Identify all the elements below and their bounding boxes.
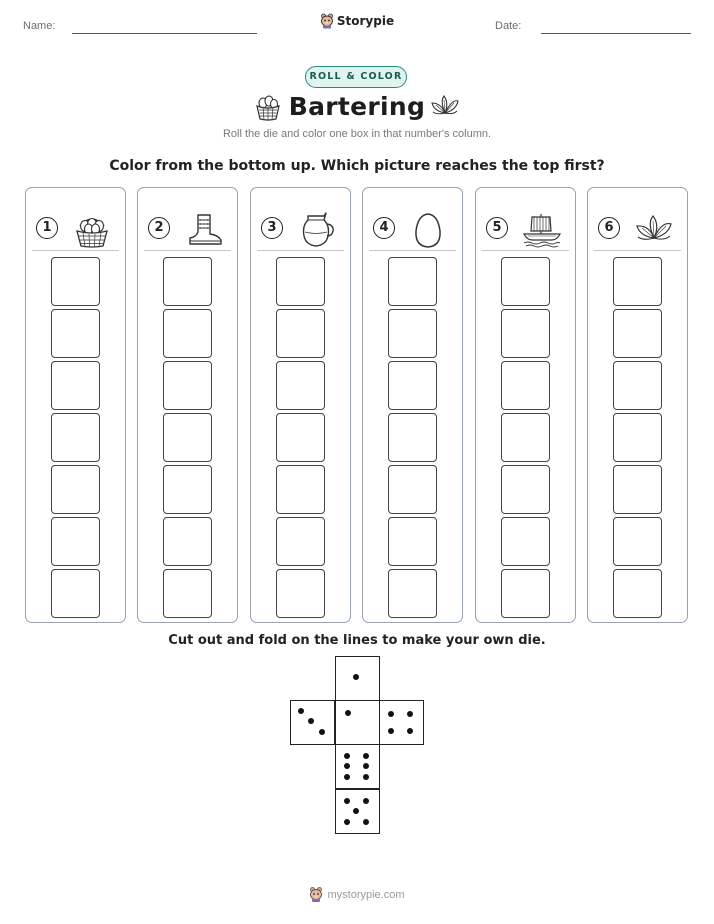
color-box[interactable] [388, 361, 437, 410]
column-divider [369, 250, 456, 251]
die-pip [353, 674, 359, 680]
column-number: 3 [261, 217, 283, 239]
die-pip [344, 798, 350, 804]
brand-logo [0, 13, 714, 33]
cut-instruction: Cut out and fold on the lines to make your own die. [168, 633, 546, 648]
color-box[interactable] [276, 465, 325, 514]
name-label: Name: [23, 20, 56, 32]
die-pip [388, 711, 394, 717]
page-title: Bartering [288, 92, 426, 121]
color-box[interactable] [388, 309, 437, 358]
column-header [251, 198, 350, 244]
color-box[interactable] [388, 413, 437, 462]
die-pip [344, 819, 350, 825]
color-box[interactable] [51, 465, 100, 514]
column-number: 2 [148, 217, 170, 239]
die-pip [388, 728, 394, 734]
color-box[interactable] [388, 517, 437, 566]
color-box[interactable] [501, 309, 550, 358]
die-pip [363, 798, 369, 804]
die-pip [407, 711, 413, 717]
die-pip [363, 753, 369, 759]
color-box[interactable] [163, 361, 212, 410]
color-box[interactable] [276, 361, 325, 410]
column-5 [475, 187, 576, 623]
name-line[interactable] [72, 33, 257, 34]
date-label: Date: [495, 20, 522, 32]
column-divider [594, 250, 681, 251]
color-box[interactable] [276, 517, 325, 566]
die-pip [363, 763, 369, 769]
die-face-4 [379, 700, 424, 745]
die-pip [344, 753, 350, 759]
brand-name: Storypie [336, 14, 395, 28]
leaves-icon [634, 212, 674, 248]
die-face-1-center [335, 700, 380, 745]
color-box[interactable] [276, 569, 325, 618]
color-box[interactable] [613, 517, 662, 566]
column-2 [137, 187, 238, 623]
column-6 [587, 187, 688, 623]
color-box[interactable] [388, 465, 437, 514]
column-4 [362, 187, 463, 623]
color-box[interactable] [163, 413, 212, 462]
color-box[interactable] [613, 569, 662, 618]
color-box[interactable] [51, 517, 100, 566]
date-line[interactable] [541, 33, 691, 34]
color-box[interactable] [388, 569, 437, 618]
color-box[interactable] [276, 309, 325, 358]
column-1 [25, 187, 126, 623]
column-divider [32, 250, 119, 251]
column-header [588, 198, 687, 244]
color-box[interactable] [163, 257, 212, 306]
column-number: 4 [373, 217, 395, 239]
color-box[interactable] [163, 569, 212, 618]
die-face-1-top [335, 656, 380, 701]
column-3 [250, 187, 351, 623]
die-pip [345, 710, 351, 716]
die-face-3 [290, 700, 335, 745]
column-divider [257, 250, 344, 251]
die-pip [353, 808, 359, 814]
die-face-6 [335, 744, 380, 789]
activity-badge: ROLL & COLOR [305, 66, 407, 88]
color-box[interactable] [276, 413, 325, 462]
footer-url[interactable]: mystorypie.com [327, 888, 405, 901]
footer [0, 886, 714, 907]
column-header [363, 198, 462, 244]
title-row [0, 92, 714, 124]
color-box[interactable] [163, 517, 212, 566]
color-box[interactable] [613, 413, 662, 462]
egg-icon [409, 212, 449, 248]
die-pip [407, 728, 413, 734]
color-box[interactable] [501, 257, 550, 306]
color-box[interactable] [51, 413, 100, 462]
color-box[interactable] [51, 257, 100, 306]
column-number: 6 [598, 217, 620, 239]
die-pip [344, 763, 350, 769]
die-pip [363, 774, 369, 780]
column-number: 1 [36, 217, 58, 239]
die-face-5 [335, 789, 380, 834]
color-box[interactable] [51, 361, 100, 410]
column-number: 5 [486, 217, 508, 239]
boot-icon [184, 212, 224, 248]
sailing-ship-icon [522, 212, 562, 248]
die-pip [363, 819, 369, 825]
color-box[interactable] [613, 465, 662, 514]
die-pip [298, 708, 304, 714]
die-pip [308, 718, 314, 724]
color-box[interactable] [388, 257, 437, 306]
column-header [138, 198, 237, 244]
color-box[interactable] [51, 569, 100, 618]
instruction-text: Color from the bottom up. Which picture reaches the top first? [109, 158, 605, 174]
die-pip [319, 729, 325, 735]
storypie-mascot-icon [309, 886, 323, 903]
column-header [26, 198, 125, 244]
color-box[interactable] [163, 465, 212, 514]
pitcher-icon [297, 212, 337, 248]
color-box[interactable] [501, 413, 550, 462]
color-box[interactable] [613, 361, 662, 410]
column-divider [144, 250, 231, 251]
color-box[interactable] [501, 569, 550, 618]
leaves-icon [430, 95, 460, 117]
color-box[interactable] [276, 257, 325, 306]
color-box[interactable] [501, 517, 550, 566]
storypie-mascot-icon [320, 13, 334, 29]
subtitle: Roll the die and color one box in that number's column. [222, 128, 492, 140]
basket-of-eggs-icon [72, 212, 112, 248]
column-header [476, 198, 575, 244]
color-box[interactable] [613, 257, 662, 306]
color-box[interactable] [51, 309, 100, 358]
color-box[interactable] [613, 309, 662, 358]
color-box[interactable] [501, 361, 550, 410]
color-box[interactable] [501, 465, 550, 514]
color-box[interactable] [163, 309, 212, 358]
column-divider [482, 250, 569, 251]
die-pip [344, 774, 350, 780]
